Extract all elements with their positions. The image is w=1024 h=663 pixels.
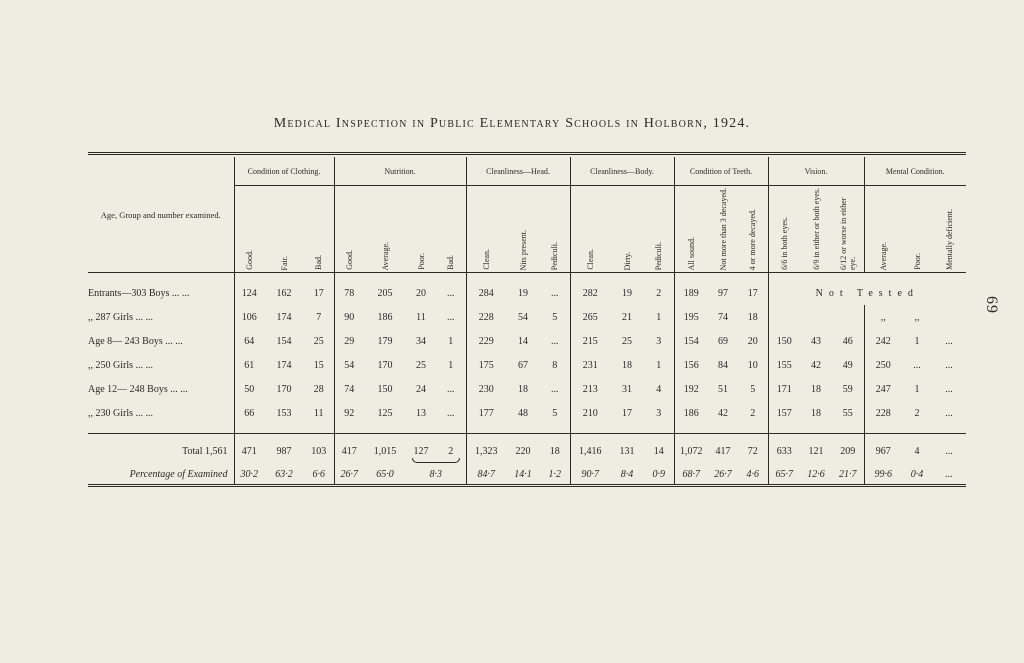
cell: 92	[334, 401, 364, 425]
cell: 186	[674, 401, 708, 425]
cell: 5	[750, 383, 756, 395]
cell: ...	[447, 287, 455, 299]
cell: 49	[842, 359, 853, 371]
cell: 189	[674, 273, 708, 306]
cell: 18	[622, 359, 632, 371]
col-header: Bad.	[446, 255, 456, 270]
cell: 55	[842, 407, 853, 419]
percentage-row	[88, 464, 966, 486]
cell: 174	[276, 359, 292, 371]
cell: 471	[234, 434, 264, 465]
cell: 46	[842, 335, 853, 347]
cell: 28	[313, 383, 324, 395]
clothing-header: Condition of Clothing.	[234, 157, 334, 186]
cell: ...	[551, 335, 559, 347]
percentage-label: Percentage of Examined	[88, 464, 234, 486]
cell: 228	[864, 401, 902, 425]
cell: 14	[518, 335, 528, 347]
col-header: Poor.	[912, 253, 922, 270]
cell: 213	[570, 377, 610, 401]
cell: 65·7	[768, 464, 800, 486]
cell: ...	[945, 359, 953, 371]
age-group-header: Age, Group and number examined.	[88, 157, 234, 273]
row-label: Age 12— 248 Boys ... ...	[88, 383, 188, 395]
cell: 2	[914, 407, 920, 419]
col-header: Average.	[380, 241, 390, 270]
cell: 8	[552, 359, 558, 371]
cell: 210	[570, 401, 610, 425]
cell: 51	[718, 383, 728, 395]
cell: 69	[718, 335, 728, 347]
cell: 78	[334, 273, 364, 306]
cell: 174	[276, 311, 292, 323]
cell: 84	[718, 359, 728, 371]
cell: 17	[747, 287, 758, 299]
cell: 11	[313, 407, 324, 419]
cell: 125	[377, 407, 393, 419]
cell: 68·7	[674, 464, 708, 486]
cell: 6·6	[304, 464, 334, 486]
cell: 1·2	[540, 464, 570, 486]
col-header: 6/6 in both eyes.	[779, 217, 789, 270]
cell: 230	[466, 377, 506, 401]
cell: 154	[276, 335, 292, 347]
cell: 18	[518, 383, 528, 395]
page-number: 69	[983, 296, 1000, 314]
cell: 0·9	[644, 464, 674, 486]
cell: 192	[674, 377, 708, 401]
cell: 1	[656, 311, 662, 323]
page-title: Medical Inspection in Public Elementary Schools in Holborn, 1924.	[273, 116, 751, 131]
cell: 195	[674, 305, 708, 329]
cell: 150	[768, 329, 800, 353]
cell: 177	[466, 401, 506, 425]
col-header: Not more than 3 decayed.	[718, 187, 728, 270]
cell: ...	[945, 335, 953, 347]
cell: 171	[768, 377, 800, 401]
cell: 17	[313, 287, 324, 299]
cell: 1,072	[674, 434, 708, 465]
cell: 3	[656, 335, 662, 347]
cell: ...	[447, 383, 455, 395]
cell: 7	[316, 311, 322, 323]
cell: 153	[276, 407, 292, 419]
cell: 1	[656, 359, 662, 371]
table-row	[88, 305, 966, 329]
cell: 74	[718, 311, 728, 323]
cell: 231	[570, 353, 610, 377]
mental-header: Mental Condition.	[864, 157, 966, 186]
cell: 265	[570, 305, 610, 329]
row-label: ,, 230 Girls ... ...	[88, 407, 153, 419]
cell: 162	[276, 287, 292, 299]
cell: 170	[377, 359, 393, 371]
cell: 2	[448, 445, 454, 457]
cell: 205	[377, 287, 393, 299]
row-label: ,, 287 Girls ... ...	[88, 311, 153, 323]
col-header: Mentally deficient.	[944, 209, 954, 270]
cell: 1	[448, 359, 454, 371]
cell: 13	[416, 407, 426, 419]
cell: 25	[622, 335, 632, 347]
cell: 417	[334, 434, 364, 465]
cell: 19	[622, 287, 632, 299]
cell: 12·6	[800, 464, 832, 486]
cell: 18	[747, 311, 758, 323]
cell: 21·7	[832, 464, 864, 486]
cell: 157	[768, 401, 800, 425]
cell: 43	[811, 335, 821, 347]
cell: 121	[808, 445, 824, 457]
cell: 124	[234, 273, 264, 306]
cell-value: 8·3	[429, 468, 442, 480]
cell: 18	[549, 445, 560, 457]
cell: 63·2	[264, 464, 304, 486]
cell: ...	[945, 407, 953, 419]
cell: 18	[811, 407, 821, 419]
cell: 175	[466, 353, 506, 377]
col-header: Fair.	[279, 255, 289, 270]
col-header: All sound.	[686, 236, 696, 270]
cell: 30·2	[234, 464, 264, 486]
cell: 5	[552, 311, 558, 323]
col-header: Pediculi.	[550, 241, 560, 270]
cell: 25	[313, 335, 324, 347]
cell: 14	[653, 445, 664, 457]
cell: 61	[234, 353, 264, 377]
col-header: Poor.	[416, 253, 426, 270]
nutrition-header: Nutrition.	[334, 157, 466, 186]
col-header: Dirty.	[622, 251, 632, 270]
cell: 170	[276, 383, 292, 395]
row-label: Entrants—303 Boys ... ...	[88, 287, 190, 299]
cell: 84·7	[466, 464, 506, 486]
cell: 18	[811, 383, 821, 395]
cell: 54	[518, 311, 528, 323]
cell: 8·4	[610, 464, 644, 486]
col-header: Pediculi.	[654, 241, 664, 270]
cell: 48	[518, 407, 528, 419]
cell: 4	[914, 445, 920, 457]
cell: 17	[622, 407, 632, 419]
cell: 72	[747, 445, 758, 457]
cell: 66	[234, 401, 264, 425]
cell: ...	[932, 464, 966, 486]
cleanliness-head-header: Cleanliness—Head.	[466, 157, 570, 186]
table-row	[88, 329, 966, 353]
cell: 31	[622, 383, 632, 395]
cell: 127	[413, 445, 429, 457]
cell: ...	[447, 407, 455, 419]
vision-header: Vision.	[768, 157, 864, 186]
cell: 34	[416, 335, 426, 347]
brace-mark	[412, 458, 460, 463]
cell: 209	[840, 445, 856, 457]
table-row	[88, 353, 966, 377]
cell: 3	[656, 407, 662, 419]
cell: 282	[570, 273, 610, 306]
cell: 25	[416, 359, 426, 371]
cell: 67	[518, 359, 528, 371]
col-header: Clean.	[585, 249, 595, 270]
cell: 156	[674, 353, 708, 377]
cell: 59	[842, 383, 853, 395]
cell: 633	[768, 434, 800, 465]
not-tested-note: Not Tested	[768, 273, 966, 306]
ditto-mark: ,,	[864, 305, 902, 329]
cell: 417	[715, 445, 731, 457]
cell: 99·6	[864, 464, 902, 486]
row-label: ,, 250 Girls ... ...	[88, 359, 153, 371]
teeth-header: Condition of Teeth.	[674, 157, 768, 186]
cell: 97	[718, 287, 728, 299]
cell: 1,323	[466, 434, 506, 465]
cell: 90	[334, 305, 364, 329]
cell	[406, 464, 466, 486]
cell: ...	[913, 359, 921, 371]
cell: 4·6	[738, 464, 768, 486]
cell: 1	[448, 335, 454, 347]
cell: 215	[570, 329, 610, 353]
table-row	[88, 273, 966, 306]
inspection-table	[88, 152, 966, 487]
cell: 1,015	[373, 445, 397, 457]
cell: 250	[864, 353, 902, 377]
cell: 5	[552, 407, 558, 419]
total-row	[88, 434, 966, 465]
col-header: 6/9 in either or both eyes.	[811, 188, 821, 270]
cell: 65·0	[364, 464, 406, 486]
cell: 20	[747, 335, 758, 347]
cell: 10	[747, 359, 758, 371]
cell: 987	[276, 445, 292, 457]
cell: 103	[311, 445, 327, 457]
table-row	[88, 401, 966, 425]
cell: 155	[768, 353, 800, 377]
cell: 154	[674, 329, 708, 353]
cell: 20	[416, 287, 426, 299]
total-label: Total 1,561	[182, 445, 228, 457]
col-header: Bad.	[314, 255, 324, 270]
ditto-mark: ,,	[914, 311, 920, 323]
col-header: Good.	[244, 250, 254, 270]
cell: ...	[945, 383, 953, 395]
cell: 1,416	[570, 434, 610, 465]
cell: ...	[447, 311, 455, 323]
cleanliness-body-header: Cleanliness—Body.	[570, 157, 674, 186]
col-header: Average.	[878, 241, 888, 270]
cell: 106	[234, 305, 264, 329]
col-header: Clean.	[481, 249, 491, 270]
cell: 90·7	[570, 464, 610, 486]
cell: 967	[864, 434, 902, 465]
cell: 21	[622, 311, 632, 323]
cell: 11	[416, 311, 426, 323]
cell: 54	[334, 353, 364, 377]
cell: 24	[416, 383, 426, 395]
cell: 50	[234, 377, 264, 401]
cell: 74	[334, 377, 364, 401]
cell: ...	[945, 445, 953, 457]
cell: 150	[377, 383, 393, 395]
cell: 1	[914, 335, 920, 347]
cell: 186	[377, 311, 393, 323]
cell: 242	[864, 329, 902, 353]
table-row	[88, 377, 966, 401]
cell: 26·7	[334, 464, 364, 486]
cell: 0·4	[902, 464, 932, 486]
cell: 42	[811, 359, 821, 371]
cell: 19	[518, 287, 528, 299]
cell: 220	[515, 445, 531, 457]
cell: 15	[313, 359, 324, 371]
cell: 247	[864, 377, 902, 401]
cell: 179	[377, 335, 393, 347]
cell: ...	[551, 383, 559, 395]
cell: 2	[656, 287, 662, 299]
cell: ...	[551, 287, 559, 299]
cell: 284	[466, 273, 506, 306]
cell: 131	[619, 445, 635, 457]
col-header: Good.	[344, 250, 354, 270]
cell: 29	[334, 329, 364, 353]
col-header: 4 or more decayed.	[748, 208, 758, 270]
cell: 42	[718, 407, 728, 419]
cell: 64	[234, 329, 264, 353]
col-header: Nits present.	[518, 229, 528, 270]
cell: 26·7	[708, 464, 738, 486]
cell: 228	[466, 305, 506, 329]
col-header: 6/12 or worse in either eye.	[838, 197, 857, 270]
cell: 229	[466, 329, 506, 353]
row-label: Age 8— 243 Boys ... ...	[88, 335, 183, 347]
cell: 1	[914, 383, 920, 395]
cell: 4	[656, 383, 662, 395]
cell: 2	[750, 407, 756, 419]
cell: 14·1	[506, 464, 540, 486]
